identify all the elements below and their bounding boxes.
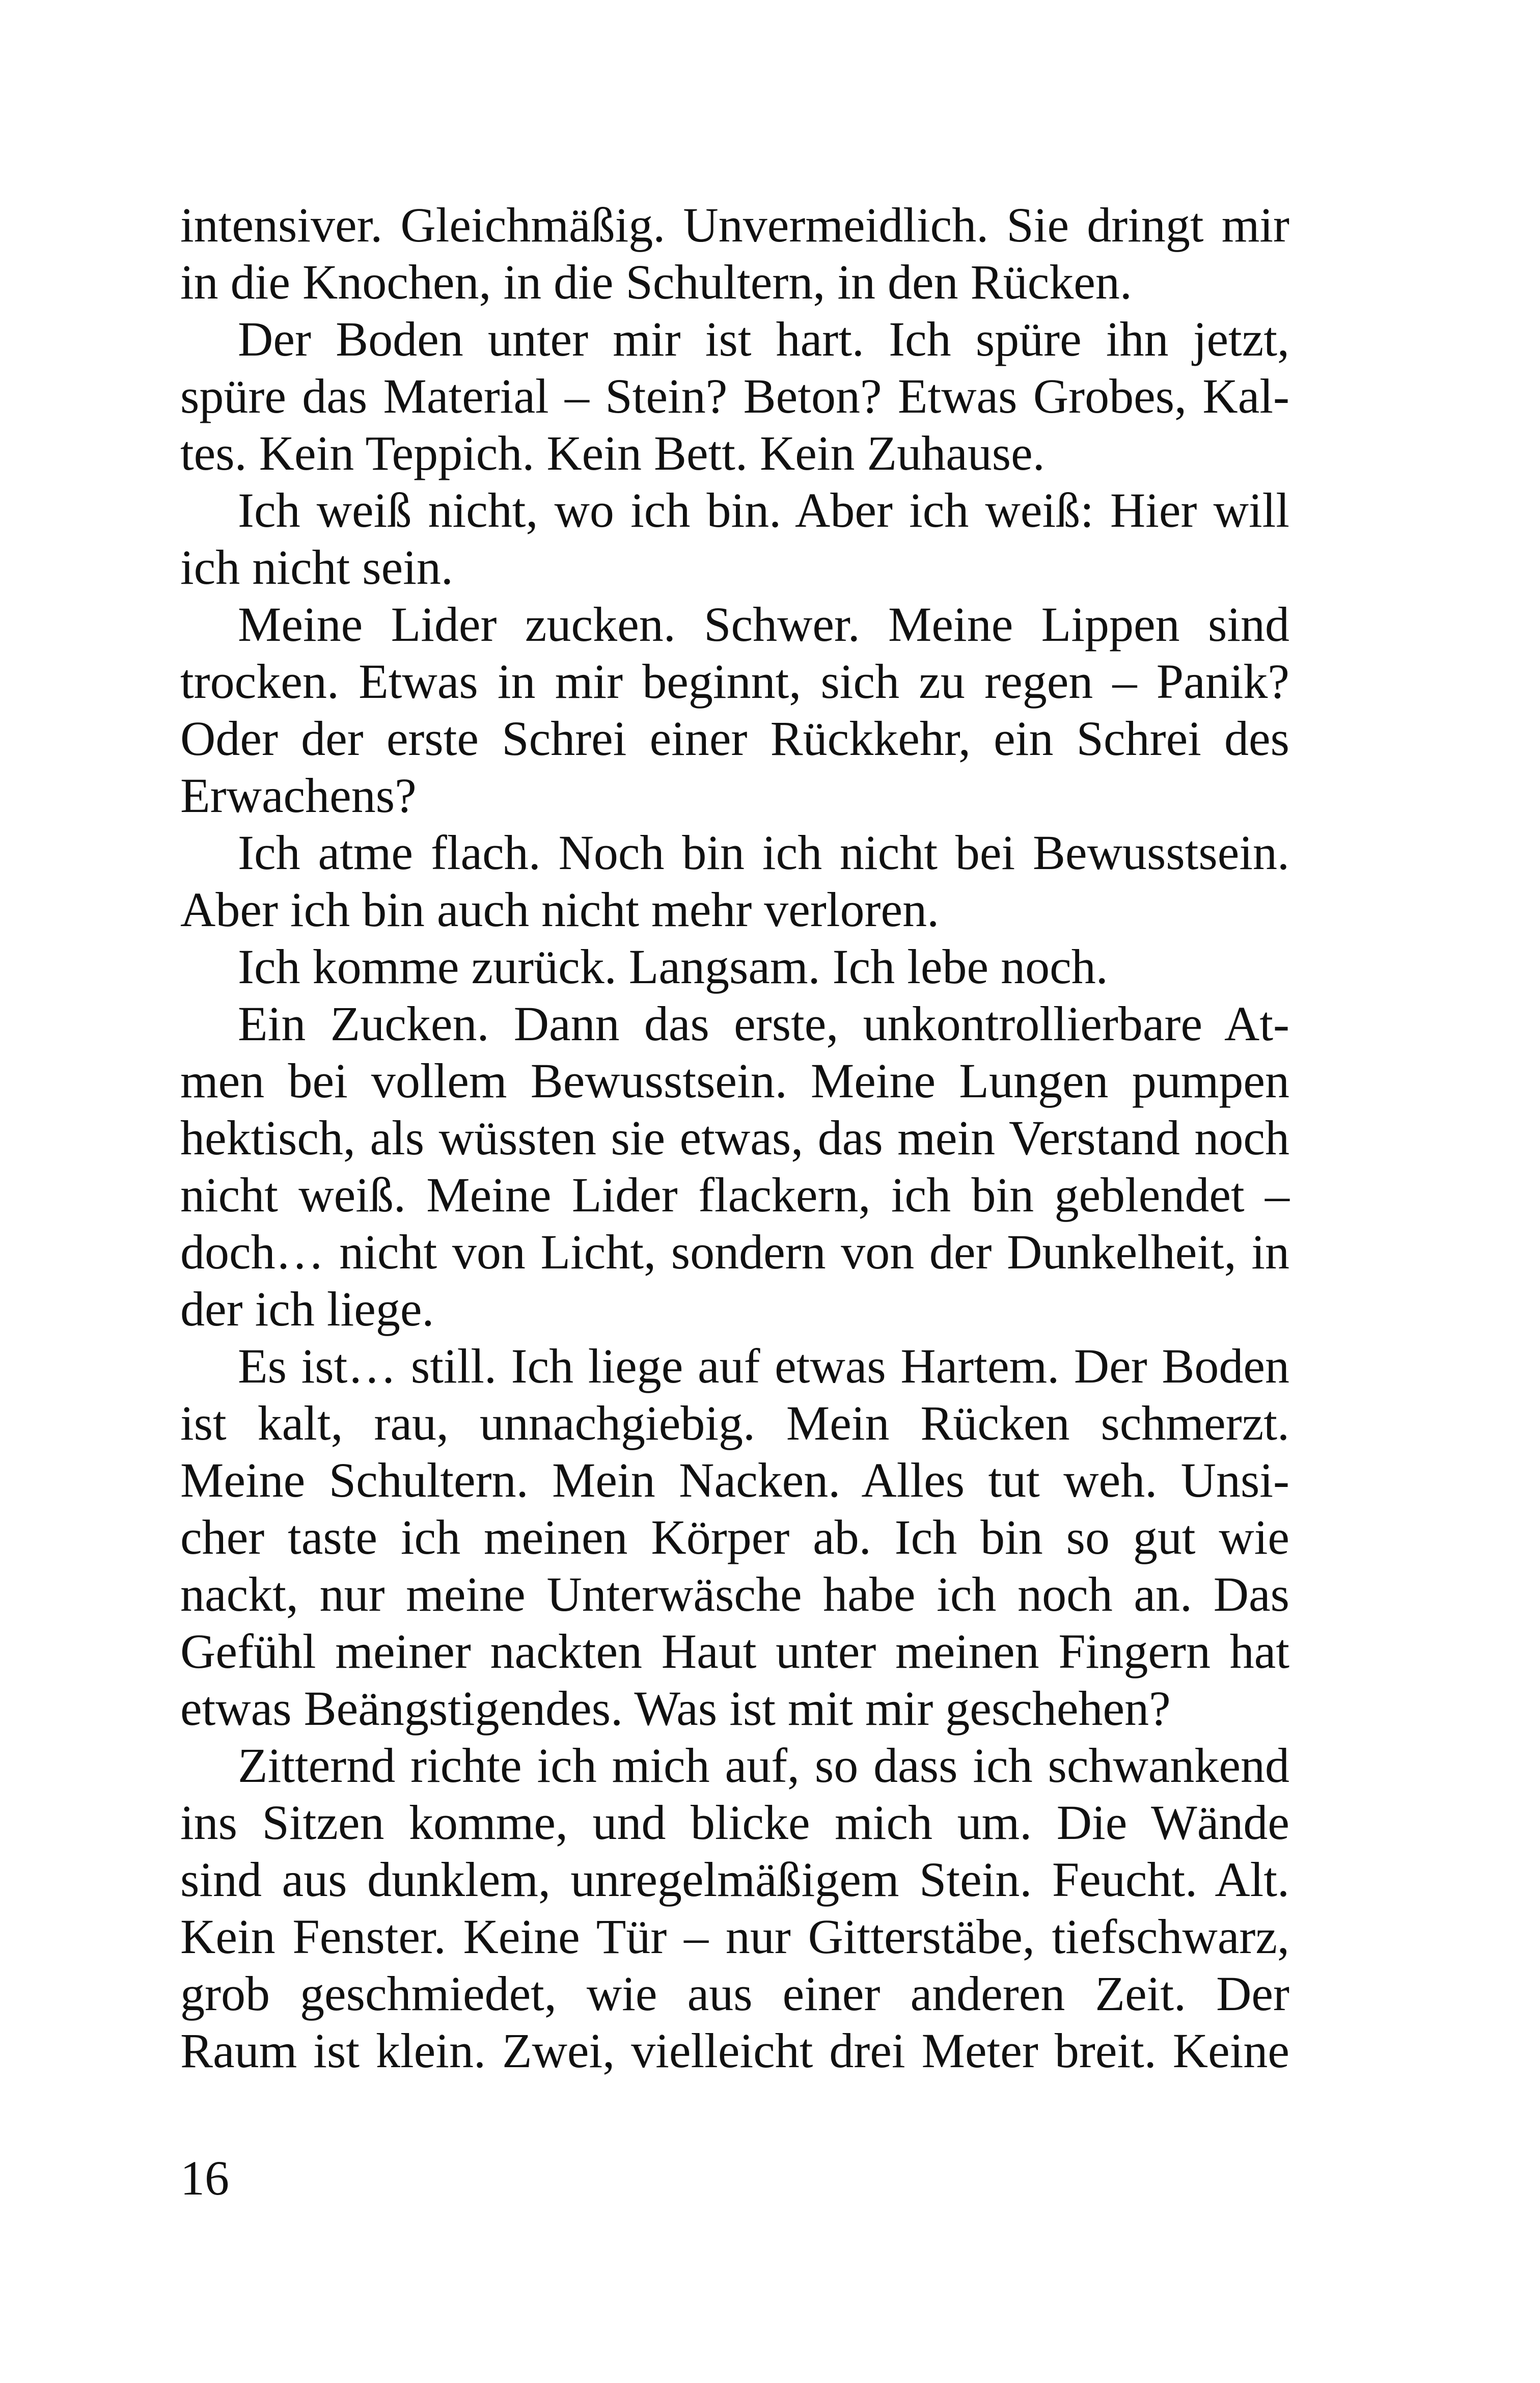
text-line: Meine Schultern. Mein Nacken. Alles tut weh. Unsi- (180, 1453, 1289, 1507)
text-line: Aber ich bin auch nicht mehr verloren. (180, 882, 940, 937)
text-line: Ich komme zurück. Langsam. Ich lebe noch. (238, 939, 1108, 994)
text-line: Oder der erste Schrei einer Rückkehr, ein Schrei des (180, 711, 1289, 766)
text-line: tes. Kein Teppich. Kein Bett. Kein Zuhause. (180, 426, 1045, 480)
text-line: intensiver. Gleichmäßig. Unvermeidlich. Sie dringt mir (180, 198, 1289, 252)
text-line: Gefühl meiner nackten Haut unter meinen Fingern hat (180, 1624, 1289, 1678)
paragraph (180, 596, 1289, 824)
text-line: ist kalt, rau, unnachgiebig. Mein Rücken schmerzt. (180, 1396, 1289, 1450)
page-number: 16 (180, 2151, 229, 2205)
text-line: Ein Zucken. Dann das erste, unkontrollierbare At- (238, 996, 1289, 1051)
text-line: nackt, nur meine Unterwäsche habe ich noch an. Das (180, 1567, 1289, 1621)
text-line: cher taste ich meinen Körper ab. Ich bin so gut wie (180, 1510, 1289, 1564)
text-line: spüre das Material – Stein? Beton? Etwas Grobes, Kal- (180, 369, 1289, 423)
text-line: ich nicht sein. (180, 540, 453, 594)
text-line: men bei vollem Bewusstsein. Meine Lungen pumpen (180, 1053, 1289, 1108)
text-line: sind aus dunklem, unregelmäßigem Stein. Feucht. Alt. (180, 1852, 1289, 1907)
paragraph (180, 995, 1289, 1338)
text-line: grob geschmiedet, wie aus einer anderen Zeit. Der (180, 1966, 1289, 2021)
text-line: hektisch, als wüssten sie etwas, das mein Verstand noch (180, 1111, 1289, 1165)
text-line: Ich weiß nicht, wo ich bin. Aber ich weiß: Hier will (238, 483, 1289, 537)
body-text (180, 197, 1289, 2079)
text-line: Der Boden unter mir ist hart. Ich spüre ihn jetzt, (238, 312, 1289, 366)
paragraph (180, 1737, 1289, 2079)
text-line: ins Sitzen komme, und blicke mich um. Die Wände (180, 1795, 1289, 1850)
paragraph (180, 311, 1289, 482)
paragraph (180, 197, 1289, 311)
text-line: Es ist… still. Ich liege auf etwas Hartem. Der Boden (238, 1339, 1289, 1393)
text-line: Meine Lider zucken. Schwer. Meine Lippen sind (238, 597, 1289, 652)
text-line: etwas Beängstigendes. Was ist mit mir geschehen? (180, 1681, 1171, 1736)
text-line: Ich atme flach. Noch bin ich nicht bei Bewusstsein. (238, 825, 1289, 880)
text-line: doch… nicht von Licht, sondern von der Dunkelheit, in (180, 1225, 1289, 1279)
text-line: Zitternd richte ich mich auf, so dass ich schwankend (238, 1738, 1289, 1793)
paragraph (180, 824, 1289, 938)
text-line: Kein Fenster. Keine Tür – nur Gitterstäbe, tiefschwarz, (180, 1909, 1289, 1964)
text-line: der ich liege. (180, 1282, 434, 1336)
paragraph (180, 482, 1289, 596)
paragraph (180, 938, 1289, 995)
text-line: nicht weiß. Meine Lider flackern, ich bin geblendet – (180, 1168, 1289, 1222)
text-line: Erwachens? (180, 768, 417, 823)
paragraph (180, 1338, 1289, 1737)
text-line: Raum ist klein. Zwei, vielleicht drei Meter breit. Keine (180, 2023, 1289, 2078)
text-line: trocken. Etwas in mir beginnt, sich zu regen – Panik? (180, 654, 1289, 709)
text-line: in die Knochen, in die Schultern, in den Rücken. (180, 255, 1132, 309)
